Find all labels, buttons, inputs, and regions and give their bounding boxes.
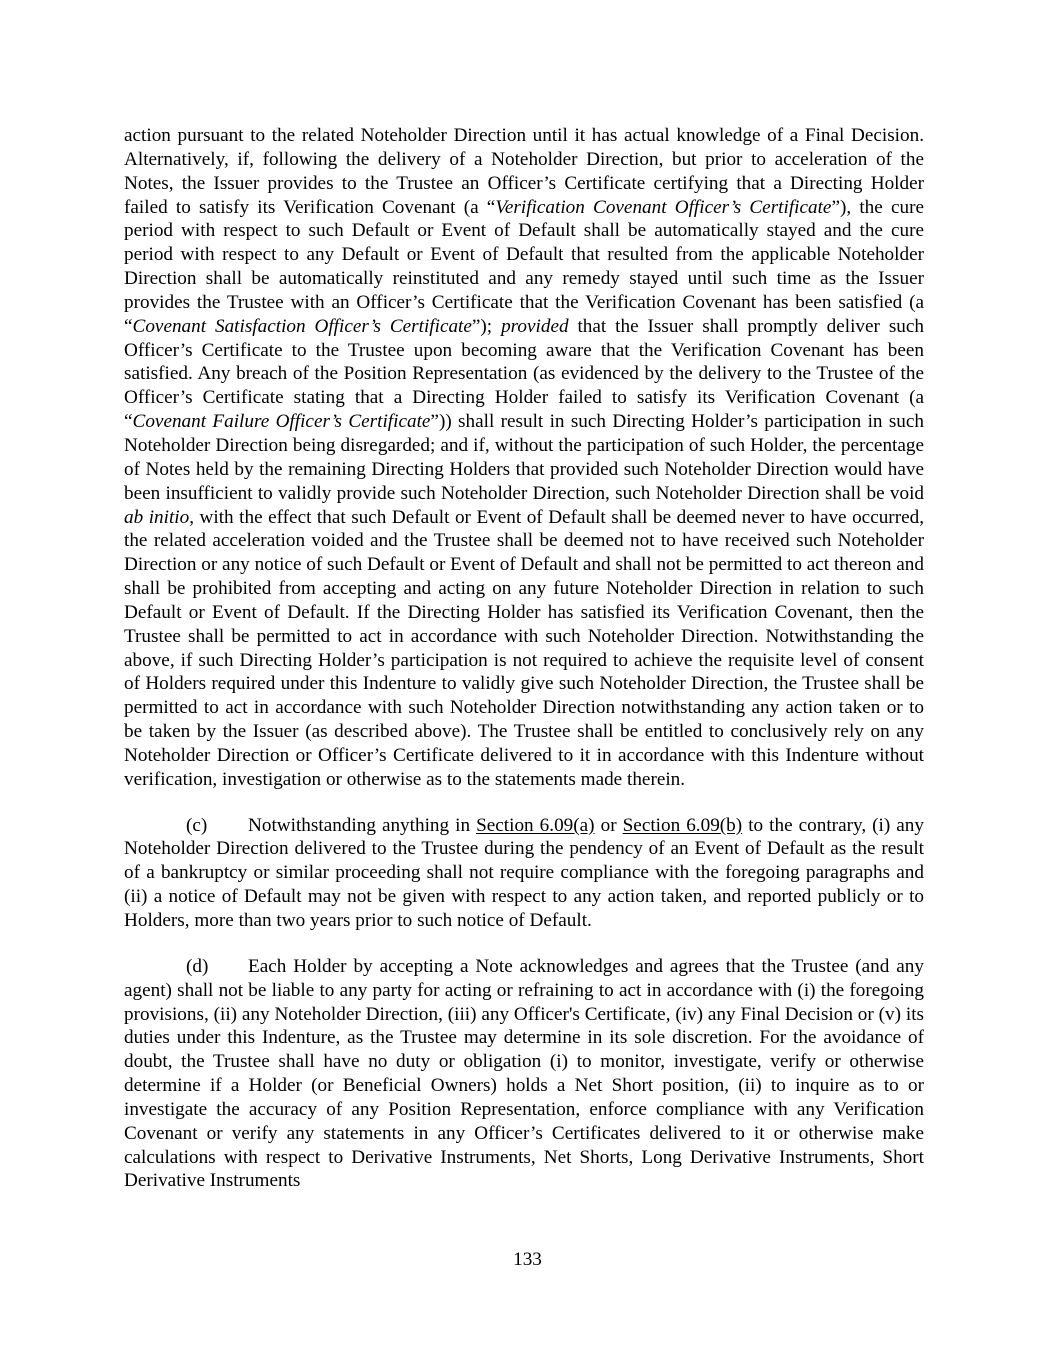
paragraph-c — [124, 814, 924, 933]
para-b-seg-2: ”), the cure period with respect to such Default or Event of Default shall be automatically stayed and the cure period with respect to any Default or Event of Default that resulted from the applicable Noteholder Direction shall be automatically reinstituted and any remedy stayed until such time as the Issuer provides the Trustee with an Officer’s Certificate that the Verification Covenant has been satisfied (a “ — [124, 196, 924, 337]
term-verification-covenant-officers-certificate: Verification Covenant Officer’s Certificate — [495, 196, 832, 218]
paragraph-d-enumerator: (d) — [186, 955, 209, 977]
para-d-text: Each Holder by accepting a Note acknowledges and agrees that the Trustee (and any agent) shall not be liable to any party for acting or refraining to act in accordance with (i) the foregoing provisions, (ii) any Noteholder Direction, (iii) any Officer's Certificate, (iv) any Final Decision or (v) its duties under this Indenture, as the Trustee may determine in its sole discretion. For the avoidance of doubt, the Trustee shall have no duty or obligation (i) to monitor, investigate, verify or otherwise determine if a Holder (or Beneficial Owners) holds a Net Short position, (ii) to inquire as to or investigate the accuracy of any Position Representation, enforce compliance with any Verification Covenant or verify any statements in any Officer’s Certificates delivered to it or otherwise make calculations with respect to Derivative Instruments, Net Shorts, Long Derivative Instruments, Short Derivative Instruments — [124, 955, 924, 1192]
section-6-09-b-link[interactable]: Section 6.09(b) — [622, 814, 743, 836]
term-provided: provided — [501, 315, 569, 337]
section-6-09-a-link[interactable]: Section 6.09(a) — [476, 814, 595, 836]
para-c-seg-2: or — [594, 814, 623, 836]
paragraph-c-enumerator: (c) — [186, 814, 208, 836]
term-ab-initio: ab initio — [124, 506, 190, 528]
para-b-seg-0: action pursuant to the related Noteholder Direction until it has actual knowledge of a Final Decision. Alternatively, if, following the delivery of a Noteholder Direction, but prior to acceleration of the Notes, the Issuer provides to the Trustee an Officer’s Certificate certifying that a Directing Holder failed to satisfy its Verification Covenant (a “ — [124, 125, 924, 218]
paragraph-d — [124, 955, 924, 1193]
page-number: 133 — [513, 1249, 542, 1270]
document-page — [124, 124, 924, 1193]
para-c-seg-3: to the contrary, (i) any Noteholder Direction delivered to the Trustee during the pendency of an Event of Default as the result of a bankruptcy or similar proceeding shall not require compliance with the foregoing paragraphs and (ii) a notice of Default may not be given with respect to any action taken, and reported publicly or to Holders, more than two years prior to such notice of Default. — [124, 814, 924, 931]
paragraph-b-continuation — [124, 124, 924, 792]
term-covenant-failure-officers-certificate: Covenant Failure Officer’s Certificate — [132, 411, 431, 433]
para-b-seg-10: , with the effect that such Default or Event of Default shall be deemed never to have occurred, the related acceleration voided and the Trustee shall be deemed not to have received such Noteholder Direction or any notice of such Default or Event of Default and shall not be permitted to act thereon and shall be prohibited from accepting and acting on any future Noteholder Direction in relation to such Default or Event of Default. If the Directing Holder has satisfied its Verification Covenant, then the Trustee shall be permitted to act in accordance with such Noteholder Direction. Notwithstanding the above, if such Directing Holder’s participation is not required to achieve the requisite level of consent of Holders required under this Indenture to validly give such Noteholder Direction, the Trustee shall be permitted to act in accordance with such Noteholder Direction notwithstanding any action taken or to be taken by the Issuer (as described above). The Trustee shall be entitled to conclusively rely on any Noteholder Direction or Officer’s Certificate delivered to it in accordance with this Indenture without verification, investigation or otherwise as to the statements made therein. — [124, 506, 924, 790]
para-b-seg-6: that the Issuer shall promptly deliver such Officer’s Certificate to the Trustee upon becoming aware that the Verification Covenant has been satisfied. Any breach of the Position Representation (as evidenced by the delivery to the Trustee of the Officer’s Certificate stating that a Directing Holder failed to satisfy its Verification Covenant (a “ — [124, 315, 924, 433]
para-b-seg-4: ”); — [471, 315, 502, 337]
para-c-seg-1: Notwithstanding anything in — [248, 814, 477, 836]
para-b-seg-8: ”)) shall result in such Directing Holder’s participation in such Noteholder Direction being disregarded; and if, without the participation of such Holder, the percentage of Notes held by the remaining Directing Holders that provided such Noteholder Direction would have been insufficient to validly provide such Noteholder Direction, such Noteholder Direction shall be void — [124, 411, 924, 504]
term-covenant-satisfaction-officers-certificate: Covenant Satisfaction Officer’s Certificate — [132, 315, 472, 337]
